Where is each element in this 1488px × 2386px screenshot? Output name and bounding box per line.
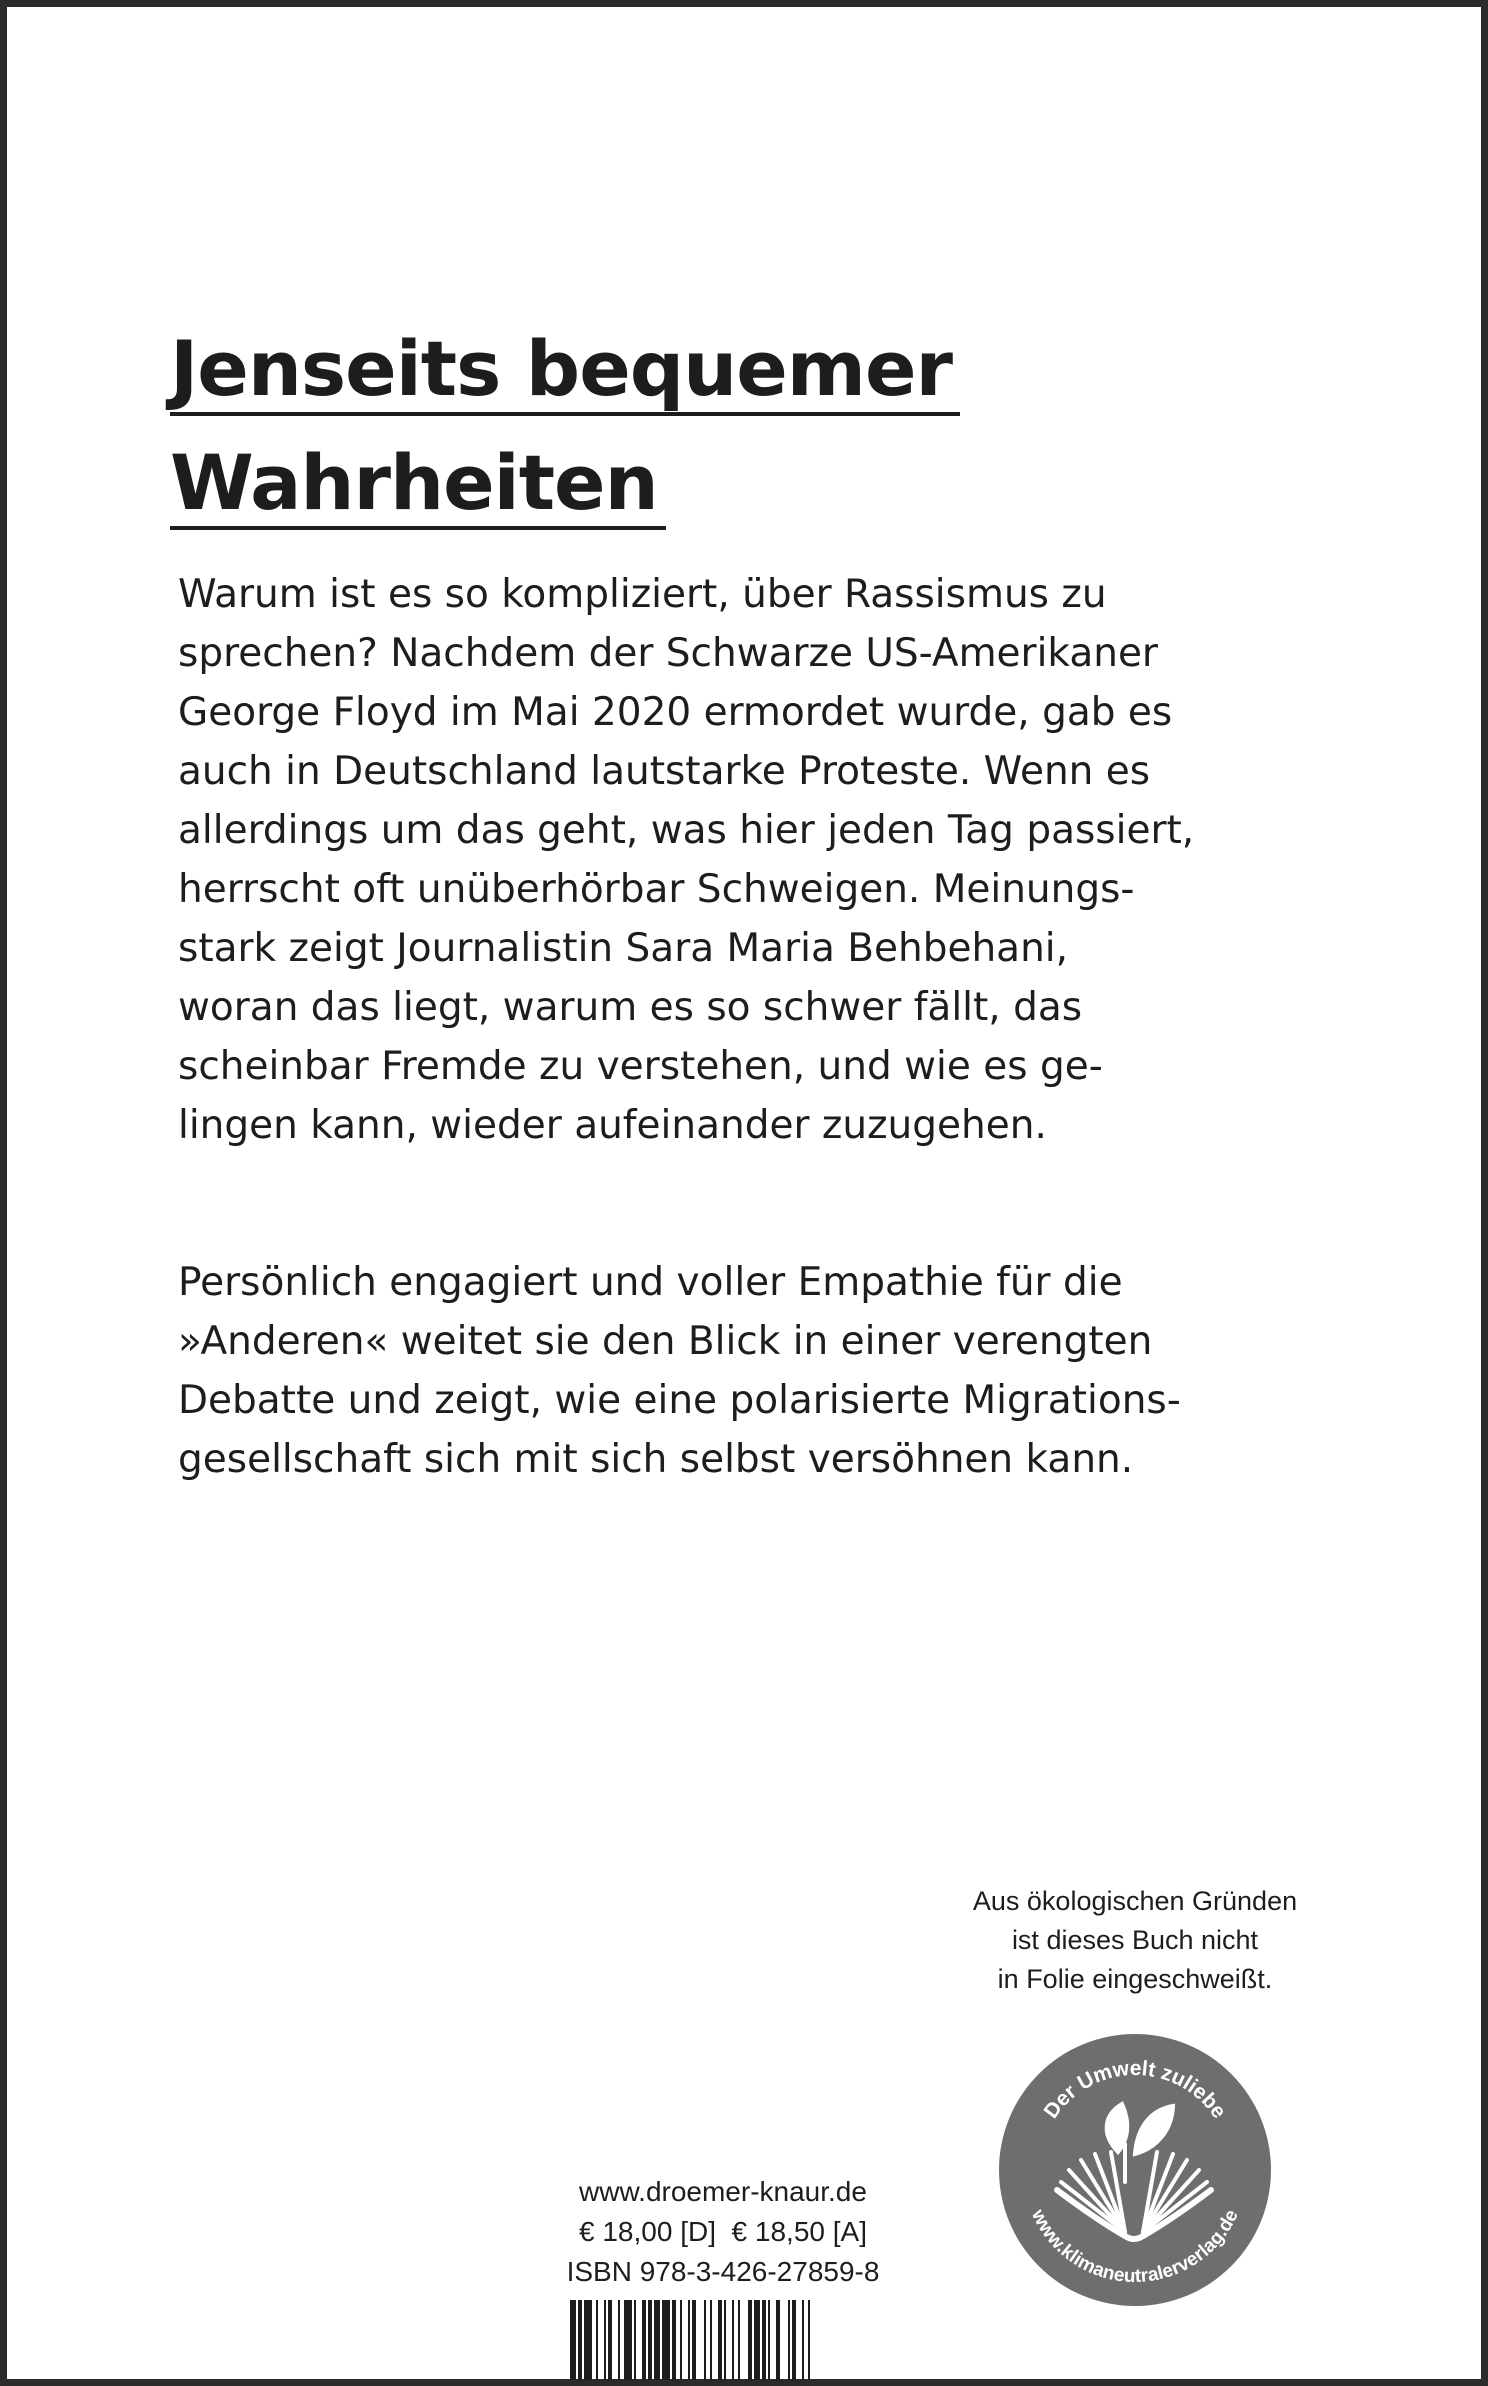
eco-note-line: in Folie eingeschweißt. xyxy=(997,1964,1273,1994)
barcode-bar xyxy=(732,2300,734,2380)
barcode-bar xyxy=(768,2300,770,2380)
book-title xyxy=(170,318,960,546)
blurb-line: allerdings um das geht, was hier jeden Tag passiert, xyxy=(178,808,1195,853)
eco-packaging-note xyxy=(930,1882,1340,1999)
blurb-line: woran das liegt, warum es so schwer fällt, das xyxy=(178,985,1083,1030)
barcode-bar xyxy=(704,2300,706,2380)
barcode-bar xyxy=(692,2300,696,2380)
barcode-bar xyxy=(680,2300,682,2380)
barcode-bar xyxy=(724,2300,726,2380)
blurb-line: Persönlich engagiert und voller Empathie für die xyxy=(178,1260,1123,1305)
barcode xyxy=(566,2300,884,2380)
barcode-bar xyxy=(808,2300,810,2380)
barcode-bar xyxy=(748,2300,752,2380)
barcode-bar xyxy=(738,2300,740,2380)
barcode-bar xyxy=(608,2300,612,2380)
price-label: € 18,00 [D] € 18,50 [A] xyxy=(579,2216,867,2247)
blurb-line: gesellschaft sich mit sich selbst versöhnen kann. xyxy=(178,1437,1134,1482)
blurb-paragraph-1 xyxy=(178,565,1298,1155)
blurb-line: »Anderen« weitet sie den Blick in einer verengten xyxy=(178,1319,1153,1364)
blurb-line: scheinbar Fremde zu verstehen, und wie es ge- xyxy=(178,1044,1103,1089)
blurb-line: George Floyd im Mai 2020 ermordet wurde, gab es xyxy=(178,690,1173,735)
barcode-bar xyxy=(570,2300,576,2380)
barcode-bar xyxy=(672,2300,676,2380)
barcode-bar xyxy=(584,2300,592,2380)
seal-bottom-text: www.klimaneutralerverlag.de xyxy=(1027,2206,1243,2288)
barcode-bar xyxy=(762,2300,766,2380)
barcode-bar xyxy=(648,2300,652,2380)
eco-note-line: Aus ökologischen Gründen xyxy=(972,1886,1298,1916)
blurb-line: lingen kann, wieder aufeinander zuzugehen. xyxy=(178,1103,1047,1148)
barcode-bar xyxy=(788,2300,790,2380)
blurb-line: sprechen? Nachdem der Schwarze US-Amerikaner xyxy=(178,631,1158,676)
barcode-bar xyxy=(710,2300,712,2380)
barcode-bar xyxy=(624,2300,632,2380)
title-line-1: Jenseits bequemer xyxy=(170,326,960,416)
climate-neutral-seal xyxy=(997,2032,1273,2308)
blurb-line: herrscht oft unüberhörbar Schweigen. Meinungs- xyxy=(178,867,1135,912)
title-line-2: Wahrheiten xyxy=(170,440,666,530)
barcode-bar xyxy=(662,2300,670,2380)
publisher-website: www.droemer-knaur.de xyxy=(579,2176,867,2207)
blurb-paragraph-2 xyxy=(178,1253,1298,1489)
blurb-line: Warum ist es so kompliziert, über Rassismus zu xyxy=(178,572,1107,617)
barcode-bar xyxy=(578,2300,582,2380)
isbn-label: ISBN 978-3-426-27859-8 xyxy=(566,2256,880,2287)
blurb-line: auch in Deutschland lautstarke Proteste. Wenn es xyxy=(178,749,1151,794)
blurb-line: Debatte und zeigt, wie eine polarisierte Migrations- xyxy=(178,1378,1181,1423)
barcode-bar xyxy=(802,2300,804,2380)
barcode-bar xyxy=(654,2300,660,2380)
barcode-bar xyxy=(754,2300,760,2380)
barcode-bar xyxy=(718,2300,722,2380)
barcode-bar xyxy=(604,2300,606,2380)
imprint-block xyxy=(540,2172,906,2292)
barcode-bar xyxy=(776,2300,780,2380)
eco-note-line: ist dieses Buch nicht xyxy=(1011,1925,1259,1955)
barcode-bar xyxy=(642,2300,646,2380)
barcode-bar xyxy=(688,2300,690,2380)
barcode-bar xyxy=(618,2300,620,2380)
seal-top-text: Der Umwelt zuliebe xyxy=(1039,2056,1231,2123)
barcode-bar xyxy=(634,2300,636,2380)
barcode-bar xyxy=(596,2300,598,2380)
blurb-line: stark zeigt Journalistin Sara Maria Behbehani, xyxy=(178,926,1069,971)
barcode-bar xyxy=(792,2300,796,2380)
